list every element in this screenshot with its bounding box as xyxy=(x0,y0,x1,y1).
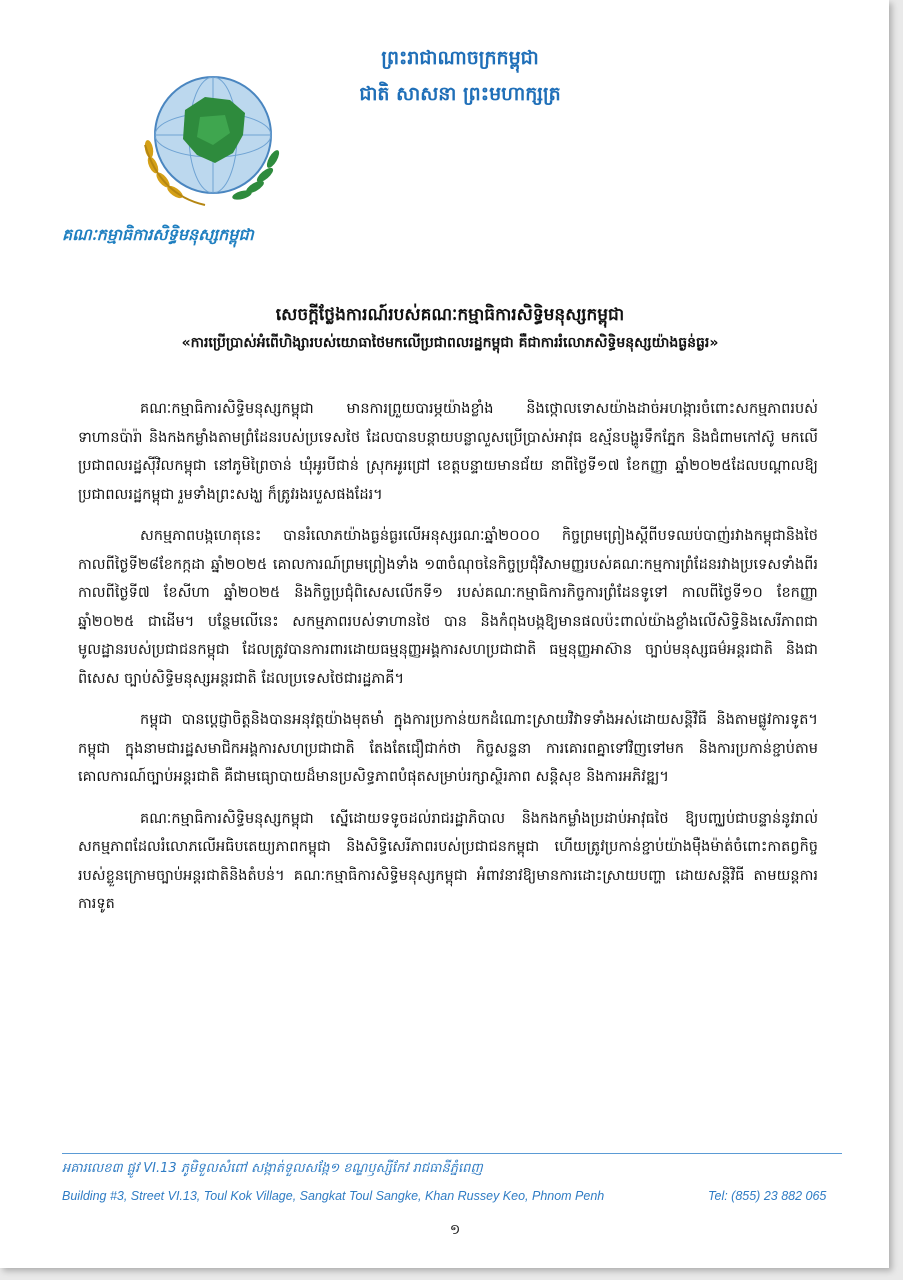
paragraph-3: កម្ពុជា បានប្តេជ្ញាចិត្តនិងបានអនុវត្តយ៉ាងមុតមាំ ក្នុងការប្រកាន់យកដំណោះស្រាយវិវាទទាំងអស់ដោយសន្តិវិធី និងតាមផ្លូវការទូត។ កម្ពុជា ក្នុងនាមជារដ្ឋសមាជិកអង្គការសហប្រជាជាតិ តែងតែជឿជាក់ថា កិច្ចសន្ទនា ការគោរពគ្នាទៅវិញទៅមក និងការប្រកាន់ខ្ជាប់តាមគោលការណ៍ច្បាប់អន្តរជាតិ គឺជាមធ្យោបាយដ៏មានប្រសិទ្ធភាពបំផុតសម្រាប់រក្សាស្ថិរភាព សន្តិសុខ និងការអភិវឌ្ឍ។ xyxy=(78,712,818,785)
statement-body xyxy=(78,395,818,932)
paragraph-1: គណៈកម្មាធិការសិទ្ធិមនុស្សកម្ពុជា មានការព្រួយបារម្ភយ៉ាងខ្លាំង និងថ្កោលទោសយ៉ាងដាច់អហង្ការចំពោះសកម្មភាពរបស់ទាហានប៉ារ៉ា និងកងកម្លាំងតាមព្រំដែនរបស់ប្រទេសថៃ ដែលបានបន្តាយបន្លាលួសប្រើប្រាស់អាវុធ ឧស្ម័នបង្ហូរទឹកភ្នែក និងជំពាមកៅស៊ូ មកលើប្រជាពលរដ្ឋស៊ីវិលកម្ពុជា នៅភូមិព្រៃចាន់ ឃុំអូរបីជាន់ ស្រុកអូរជ្រៅ ខេត្តបន្ទាយមានជ័យ នាពីថ្ងៃទី១៧ ខែកញ្ញា ឆ្នាំ២០២៥ដែលបណ្តាលឱ្យប្រជាពលរដ្ឋកម្ពុជា រួមទាំងព្រះសង្ឃ ក៏ត្រូវរងរបួសផងដែរ។ xyxy=(78,401,818,503)
page-number: ១ xyxy=(449,1222,461,1238)
paragraph-2: សកម្មភាពបង្កហេតុនេះ បានរំលោភយ៉ាងធ្ងន់ធ្ងរលើអនុស្សរណៈឆ្នាំ២០០០ កិច្ចព្រមព្រៀងស្តីពីបទឈប់បាញ់រវាងកម្ពុជានិងថៃ កាលពីថ្ងៃទី២៨ខែកក្កដា ឆ្នាំ២០២៥ គោលការណ៍ព្រមព្រៀងទាំង ១៣ចំណុចនៃកិច្ចប្រជុំវិសាមញ្ញរបស់គណៈកម្មការព្រំដែនរវាងប្រទេសទាំងពីរ កាលពីថ្ងៃទី៧ ខែសីហា ឆ្នាំ២០២៥ និងកិច្ចប្រជុំពិសេសលើកទី១ របស់គណៈកម្មាធិការកិច្ចការព្រំដែនទូទៅ កាលពីថ្ងៃទី១០ ខែកញ្ញា ឆ្នាំ២០២៥ ជាដើម។ បន្ថែមលើនេះ សកម្មភាពរបស់ទាហានថៃ បាន និងកំពុងបង្កឱ្យមានផលប៉ះពាល់យ៉ាងខ្លាំងលើសិទ្ធិនិងសេរីភាពជាមូលដ្ឋានរបស់ប្រជាជនកម្ពុជា ដែលត្រូវបានការពារដោយធម្មនុញ្ញអង្គការសហប្រជាជាតិ ធម្មនុញ្ញអាស៊ាន ច្បាប់មនុស្សធម៌អន្តរជាតិ និងជាពិសេស ច្បាប់សិទ្ធិមនុស្សអន្តរជាតិ ដែលប្រទេសថៃជារដ្ឋភាគី។ xyxy=(78,528,818,687)
footer-divider xyxy=(62,1153,842,1154)
title-line-2: «ការប្រើប្រាស់អំពើហិង្សារបស់យោធាថៃមកលើប្រជាពលរដ្ឋកម្ពុជា គឺជាការរំលោភសិទ្ធិមនុស្សយ៉ាងធ្ងន់ធ្ងរ» xyxy=(181,335,719,351)
organization-name: គណៈកម្មាធិការសិទ្ធិមនុស្សកម្ពុជា xyxy=(62,225,254,244)
paragraph-4: គណៈកម្មាធិការសិទ្ធិមនុស្សកម្ពុជា ស្នើដោយទទូចដល់រាជរដ្ឋាភិបាល និងកងកម្លាំងប្រដាប់អាវុធថៃ ឱ្យបញ្ឈប់ជាបន្ទាន់នូវរាល់សកម្មភាពដែលរំលោភលើអធិបតេយ្យភាពកម្ពុជា និងសិទ្ធិសេរីភាពរបស់ប្រជាជនកម្ពុជា ហើយត្រូវប្រកាន់ខ្ជាប់យ៉ាងម៉ឺងម៉ាត់ចំពោះកាតព្វកិច្ចរបស់ខ្លួនក្រោមច្បាប់អន្តរជាតិនិងតំបន់។ គណៈកម្មាធិការសិទ្ធិមនុស្សកម្ពុជា អំពាវនាវឱ្យមានការដោះស្រាយបញ្ហា ដោយសន្តិវិធី តាមយន្តការការទូត xyxy=(78,810,818,912)
kingdom-line-1: ព្រះរាជាណាចក្រកម្ពុជា xyxy=(381,47,539,69)
title-line-1: សេចក្តីថ្លែងការណ៍របស់គណៈកម្មាធិការសិទ្ធិមនុស្សកម្ពុជា xyxy=(275,305,625,325)
globe-cambodia-map-wreath-icon xyxy=(105,55,295,230)
statement-title xyxy=(80,300,820,356)
footer-address-english: Building #3, Street VI.13, Toul Kok Village, Sangkat Toul Sangke, Khan Russey Keo, Phnom Penh xyxy=(62,1189,605,1203)
kingdom-line-2: ជាតិ សាសនា ព្រះមហាក្សត្រ xyxy=(359,83,561,105)
kingdom-motto xyxy=(330,40,590,112)
footer-address-khmer: អគារលេខ៣ ផ្លូវ VI.13 ភូមិទួលសំពៅ សង្កាត់ទួលសង្កែ១ ខណ្ឌឫស្សីកែវ រាជធានីភ្នំពេញ xyxy=(62,1161,483,1176)
footer-telephone: Tel: (855) 23 882 065 xyxy=(708,1189,827,1203)
